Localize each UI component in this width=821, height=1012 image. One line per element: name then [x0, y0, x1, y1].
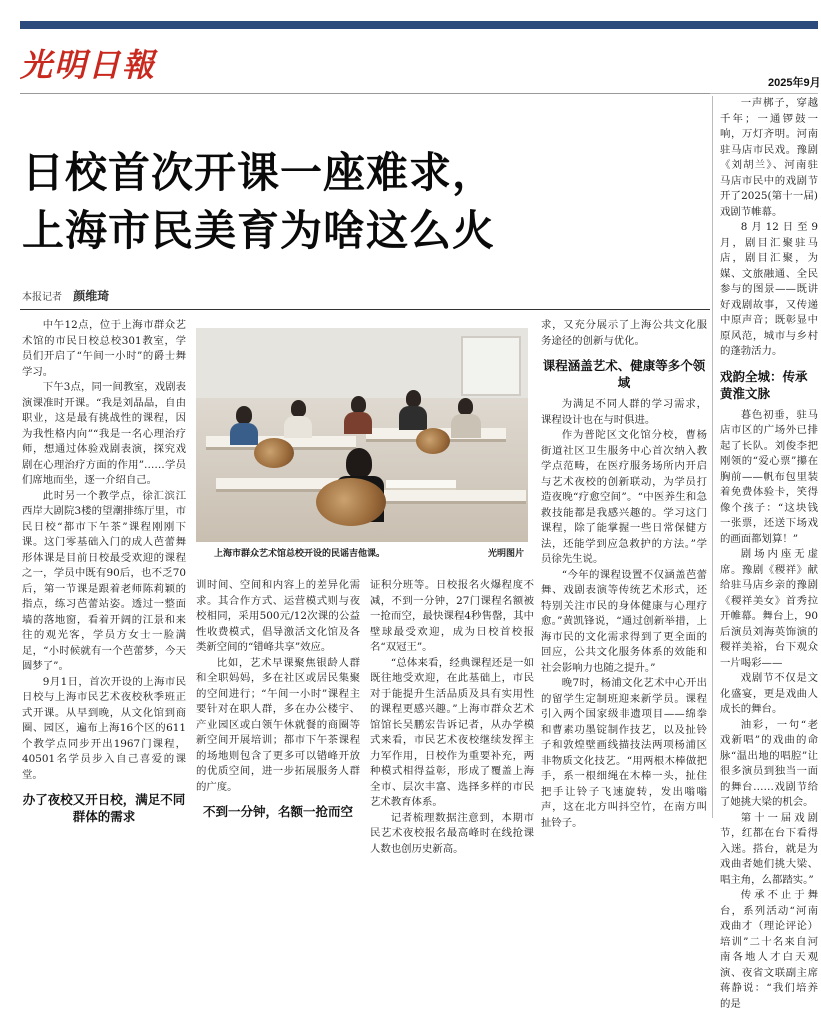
paragraph: 戏剧节不仅是文化盛宴，更是戏曲人成长的舞台。 — [720, 672, 818, 715]
article-column-2 — [196, 578, 360, 818]
paragraph: 为满足不同人群的学习需求，课程设计也在与时俱进。 — [541, 398, 707, 426]
paragraph: 此时另一个教学点，徐汇滨江西岸大剧院3楼的望潮排练厅里，市民日校“都市下午茶”课程刚刚下课。这门零基础入门的成人芭蕾舞形体课是目前日校最受欢迎的课程之一，学员中既有90后，也不乏70后，第一节课是跟着老师陈莉颖的指点，练习芭蕾站姿。透过一整面墙的落地窗，看着开阔的江景和来往的观光客，学员方女士一脸满足，“小时候就有一个芭蕾梦，今天圆梦了”。 — [22, 489, 186, 672]
photo-caption — [214, 546, 524, 559]
right-column-rule — [710, 93, 818, 94]
paragraph: 8月12日至9月，剧目汇聚驻马店，剧目汇聚，为媒、文旅融通、全民参与的图景——既讲好戏剧故事，又传递中原声音；既彰显中原风范，城市与乡村的蓬勃活力。 — [720, 221, 818, 357]
paragraph: 中午12点，位于上海市群众艺术馆的市民日校总校301教室，学员们开启了“午间一小时”的爵士舞学习。 — [22, 319, 186, 378]
article-photo-guitar-class — [196, 328, 528, 542]
newspaper-masthead-logo: 光明日報 — [20, 46, 157, 84]
paragraph: 一声梆子，穿越千年；一通锣鼓一响，万灯齐明。河南驻马店市民戏。豫剧《刘胡兰》、河南驻马店市民中的戏剧节开了2025(第十一届)戏剧节帷幕。 — [720, 97, 818, 218]
article-headline — [22, 144, 702, 260]
adjacent-article-column — [720, 96, 818, 1010]
masthead-rule — [20, 93, 710, 94]
paragraph: 晚7时，杨浦文化艺术中心开出的留学生定制班迎来新学员。课程引入两个国家级非遗项目——绵拳和曹素功墨锭制作技艺，以及扯铃子和敦煌壁画线描技法两项杨浦区非物质文化技艺。“用两根木棒做把手，系一根细绳在木棒一头，扯住把手让铃子飞速旋转，发出嗡嗡声，这在北方叫抖空竹，在南方叫扯铃子。 — [541, 677, 707, 829]
byline-author: 颜维琦 — [73, 289, 110, 303]
paragraph: 作为普陀区文化馆分校，曹杨街道社区卫生服务中心首次纳入教学点范畴，在医疗服务场所内开启与艺术夜校的创新联动，为学员打造夜晚“疗愈空间”。“中医养生和急救技能都是我感兴趣的。学习这门课程，除了能掌握一些日常保健方法，还能学到应急救护的方法。”学员徐先生说。 — [541, 429, 707, 565]
section-subhead: 课程涵盖艺术、健康等多个领域 — [542, 358, 706, 390]
photo-credit: 光明图片 — [487, 549, 524, 559]
paragraph: 求，又充分展示了上海公共文化服务途径的创新与优化。 — [541, 319, 707, 347]
paragraph: 训时间、空间和内容上的差异化需求。其合作方式、运营模式则与夜校相同，采用500元/12次课的公益性收费模式，倡导激活文化馆及各类新空间的“错峰共享”效应。 — [196, 579, 360, 653]
byline — [22, 287, 109, 304]
byline-rule — [20, 309, 710, 310]
paragraph: “今年的课程设置不仅涵盖芭蕾舞、戏剧表演等传统艺术形式，还特别关注市民的身体健康与心理疗愈。”黄凯锋说，“通过创新举措，上海市民的文化需求得到了更全面的回应，公共文化服务体系的效能和社会影响力也随之提升。” — [541, 568, 707, 674]
paragraph: 比如，艺术早课聚焦银龄人群和全职妈妈，多在社区或居民集聚的空间进行；“午间一小时”课程主要针对在职人群，多在办公楼宇、产业园区或白领午休就餐的商圈等新空间开展培训；都市下午茶课程的场地则包含了更多可以错峰开放的优质空间，进一步拓展服务人群的广度。 — [196, 656, 360, 793]
article-column-4 — [541, 318, 707, 829]
paragraph: 传承不止于舞台，系列活动“河南戏曲才（理论评论）培训”二十名来自河南各地人才白天观演、夜省文联副主席蒋静说：“我们培养的是 — [720, 889, 818, 1010]
issue-date: 2025年9月 — [768, 77, 821, 89]
headline-line-2: 上海市民美育为啥这么火 — [22, 206, 496, 255]
article-column-1 — [22, 318, 186, 824]
section-subhead: 办了夜校又开日校，满足不同群体的需求 — [22, 792, 186, 824]
article-column-3 — [370, 578, 534, 855]
byline-label: 本报记者 — [22, 292, 62, 303]
paragraph: “总体来看，经典课程还是一如既往地受欢迎，在此基础上，市民对于能提升生活品质及具有实用性的课程更感兴趣。”上海市群众艺术馆馆长吴鹏宏告诉记者，从办学模式来看，市民艺术夜校继续发挥主力军作用，日校作为重要补充，两种模式相得益彰，形成了覆盖上海全市、层次丰富、选择多样的市民艺术教育体系。 — [370, 656, 534, 808]
paragraph: 证积分班等。日校报名火爆程度不减，不到一分钟，27门课程名额被一抢而空，最快课程4秒售罄，其中壁球最受欢迎，成为日校首校报名“双冠王”。 — [370, 579, 534, 653]
paragraph: 暮色初垂，驻马店市区的广场外已排起了长队。刘俊李把刚领的“爱心票”攥在胸前——帆布包里装着免费体验卡，笑得像个孩子：“这块钱一张票，还送下场戏的画面都划算！” — [720, 408, 818, 545]
column-divider — [712, 96, 713, 818]
paragraph: 第十一届戏剧节，红都在台下看得入迷。搭台，就是为戏曲者她们挑大梁、唱主角，么都踏实。” — [720, 811, 818, 886]
headline-line-1: 日校首次开课一座难求， — [22, 148, 496, 197]
paragraph: 9月1日，首次开设的上海市民日校与上海市民艺术夜校秋季班正式开课。从早到晚，从文化馆到商圈、园区，遍布上海16个区的611个教学点同步开出1967门课程，40501名学员步入自己喜爱的课堂。 — [22, 675, 186, 781]
photo-caption-text: 上海市群众艺术馆总校开设的民谣吉他课。 — [214, 549, 386, 559]
section-subhead: 不到一分钟，名额一抢而空 — [202, 804, 353, 819]
section-subhead: 戏韵全城：传承黄淮文脉 — [720, 368, 808, 401]
paragraph: 油彩，一句“老戏新唱”的戏曲的命脉“温出地的唱腔”让很多演员到独当一面的舞台……戏剧节给了她挑大梁的机会。 — [720, 718, 818, 808]
paragraph: 下午3点，同一间教室，戏剧表演课准时开课。“我是刘晶晶，自由职业，这是最有挑战性的课程，因为我性格内向”“我是一名心理治疗师，想通过体验戏剧表演，探究戏剧在心理治疗方面的作用”……学员们席地而坐，逐一介绍自己。 — [22, 381, 186, 486]
paragraph: 记者梳理数据注意到，本期市民艺术夜校报名最高峰时在线抢课人数也创历史新高。 — [370, 811, 534, 855]
paragraph: 剧场内座无虚席。豫剧《稷祥》献给驻马店乡亲的豫剧《稷祥美女》首秀拉开帷幕。舞台上，90后演员刘海英饰演的稷祥美裕，台下观众一片喝彩—— — [720, 548, 818, 669]
masthead-top-bar — [20, 21, 818, 29]
